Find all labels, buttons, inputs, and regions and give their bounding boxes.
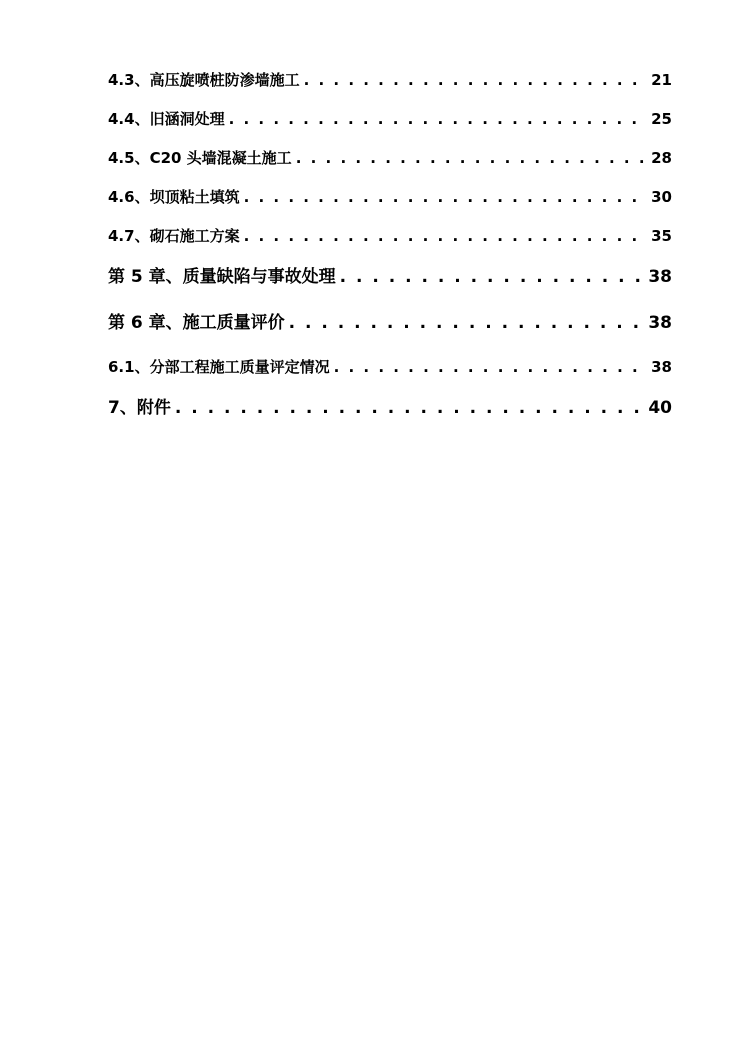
- toc-entry-page: 38: [651, 358, 672, 376]
- toc-entry-page: 35: [651, 227, 672, 245]
- toc-dot-leader: [229, 109, 648, 130]
- toc-entry-4-6[interactable]: [108, 187, 672, 208]
- toc-entry-title: 4.3、高压旋喷桩防渗墙施工: [108, 71, 300, 89]
- toc-entry-4-7[interactable]: [108, 226, 672, 247]
- toc-entry-page: 21: [651, 71, 672, 89]
- toc-entry-chapter-6[interactable]: [108, 311, 672, 335]
- toc-entry-4-3[interactable]: [108, 70, 672, 91]
- toc-entry-title: 4.4、旧涵洞处理: [108, 110, 225, 128]
- toc-entry-4-4[interactable]: [108, 109, 672, 130]
- toc-dot-leader: [244, 187, 648, 208]
- toc-entry-title: 7、附件: [108, 398, 171, 418]
- toc-entry-chapter-5[interactable]: [108, 265, 672, 289]
- toc-entry-page: 30: [651, 188, 672, 206]
- toc-entry-page: 38: [648, 313, 672, 333]
- toc-dot-leader: [340, 265, 645, 289]
- toc-entry-title: 第 6 章、施工质量评价: [108, 313, 285, 333]
- toc-entry-title: 4.6、坝顶粘土填筑: [108, 188, 240, 206]
- toc-entry-page: 28: [651, 149, 672, 167]
- toc-dot-leader: [244, 226, 648, 247]
- toc-dot-leader: [175, 396, 644, 420]
- table-of-contents: [108, 70, 672, 442]
- toc-dot-leader: [296, 148, 647, 169]
- toc-entry-page: 38: [648, 267, 672, 287]
- toc-entry-6-1[interactable]: [108, 357, 672, 378]
- toc-entry-4-5[interactable]: [108, 148, 672, 169]
- toc-dot-leader: [289, 311, 645, 335]
- toc-entry-title: 4.7、砌石施工方案: [108, 227, 240, 245]
- toc-entry-chapter-7[interactable]: [108, 396, 672, 420]
- toc-dot-leader: [304, 70, 648, 91]
- toc-dot-leader: [334, 357, 648, 378]
- toc-entry-page: 25: [651, 110, 672, 128]
- toc-entry-title: 4.5、C20 头墙混凝土施工: [108, 149, 292, 167]
- toc-entry-title: 第 5 章、质量缺陷与事故处理: [108, 267, 336, 287]
- toc-entry-page: 40: [648, 398, 672, 418]
- toc-entry-title: 6.1、分部工程施工质量评定情况: [108, 358, 330, 376]
